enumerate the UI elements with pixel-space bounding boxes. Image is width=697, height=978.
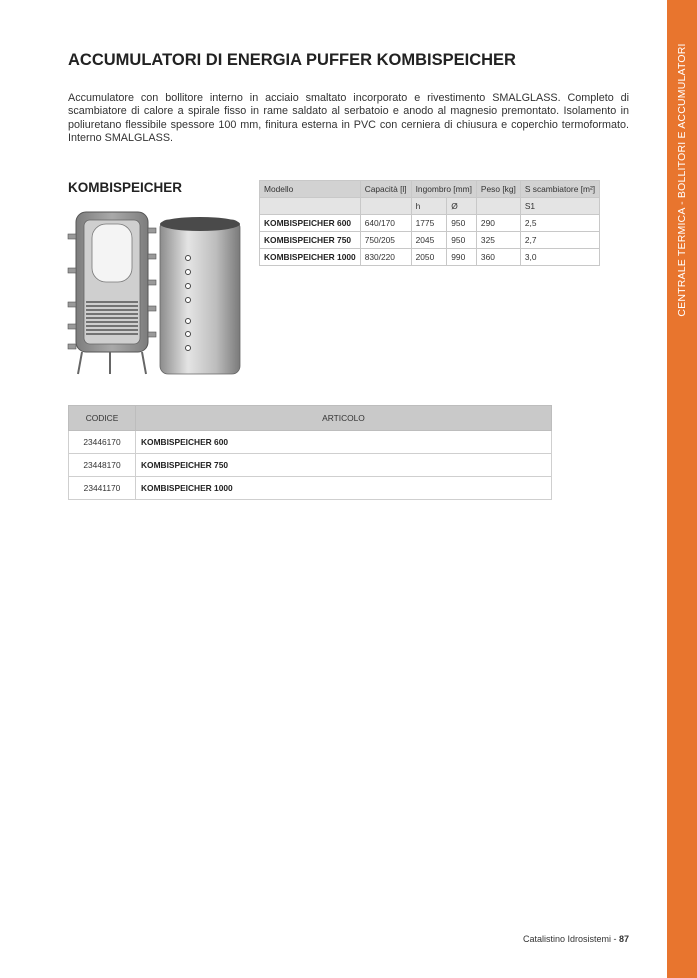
specs-cell-height: 2050 [411,249,447,266]
codes-cell-code: 23441170 [69,477,136,500]
section-title: KOMBISPEICHER [68,180,183,195]
specs-cell-weight: 360 [476,249,520,266]
specs-header-model: Modello [260,181,361,198]
specs-cell-capacity: 830/220 [360,249,411,266]
product-illustration [64,206,244,378]
codes-cell-article: KOMBISPEICHER 1000 [136,477,552,500]
side-tab [667,0,697,978]
specs-cell-diameter: 950 [447,232,477,249]
table-row [69,477,552,500]
footer-catalog-label: Catalistino Idrosistemi - [522,934,619,944]
specs-cell-diameter: 990 [447,249,477,266]
codes-header-article: ARTICOLO [136,406,552,431]
codes-header-row [69,406,552,431]
specs-cell-capacity: 750/205 [360,232,411,249]
specs-cell-weight: 325 [476,232,520,249]
page-footer [523,934,629,944]
table-row [69,431,552,454]
specs-cell-exchanger: 2,5 [520,215,599,232]
specs-subheader-row [260,198,600,215]
specs-cell-weight: 290 [476,215,520,232]
specs-header-dimensions: Ingombro [mm] [411,181,476,198]
codes-cell-article: KOMBISPEICHER 600 [136,431,552,454]
specs-cell-exchanger: 2,7 [520,232,599,249]
page-title: ACCUMULATORI DI ENERGIA PUFFER KOMBISPEICHER [68,51,516,69]
specs-cell-model: KOMBISPEICHER 750 [260,232,361,249]
specs-cell-diameter: 950 [447,215,477,232]
specs-cell-height: 1775 [411,215,447,232]
specs-subheader-diameter: Ø [447,198,477,215]
side-tab-label: CENTRALE TERMICA - BOLLITORI E ACCUMULATORI [676,43,688,317]
specs-subheader-empty [260,198,361,215]
table-row [260,232,600,249]
specs-subheader-empty [360,198,411,215]
codes-cell-article: KOMBISPEICHER 750 [136,454,552,477]
table-row [69,454,552,477]
codes-cell-code: 23448170 [69,454,136,477]
external-tank-drawing [160,217,240,374]
specs-subheader-height: h [411,198,447,215]
specs-header-capacity: Capacità [l] [360,181,411,198]
specs-cell-exchanger: 3,0 [520,249,599,266]
specs-header-row [260,181,600,198]
specs-header-exchanger: S scambiatore [m²] [520,181,599,198]
product-description: Accumulatore con bollitore interno in acciaio smaltato incorporato e rivestimento SMALGLASS. Completo di scambiatore di calore a spirale fisso in rame saldato al serbatoio e anodo al magnesio premontato. Isolamento in poliuretano flessibile spessore 100 mm, finitura esterna in PVC con cerniera di chiusura e coperchio termoformato. Interno SMALGLASS. [68,92,629,145]
specs-subheader-empty [476,198,520,215]
table-row [260,249,600,266]
specs-cell-height: 2045 [411,232,447,249]
specs-cell-model: KOMBISPEICHER 1000 [260,249,361,266]
specs-header-weight: Peso [kg] [476,181,520,198]
specs-table [259,180,600,266]
specs-subheader-s1: S1 [520,198,599,215]
specs-cell-capacity: 640/170 [360,215,411,232]
codes-header-code: CODICE [69,406,136,431]
cutaway-drawing [68,212,156,374]
specs-cell-model: KOMBISPEICHER 600 [260,215,361,232]
codes-cell-code: 23446170 [69,431,136,454]
page-number: 87 [618,934,629,944]
table-row [260,215,600,232]
codes-table [68,405,552,500]
